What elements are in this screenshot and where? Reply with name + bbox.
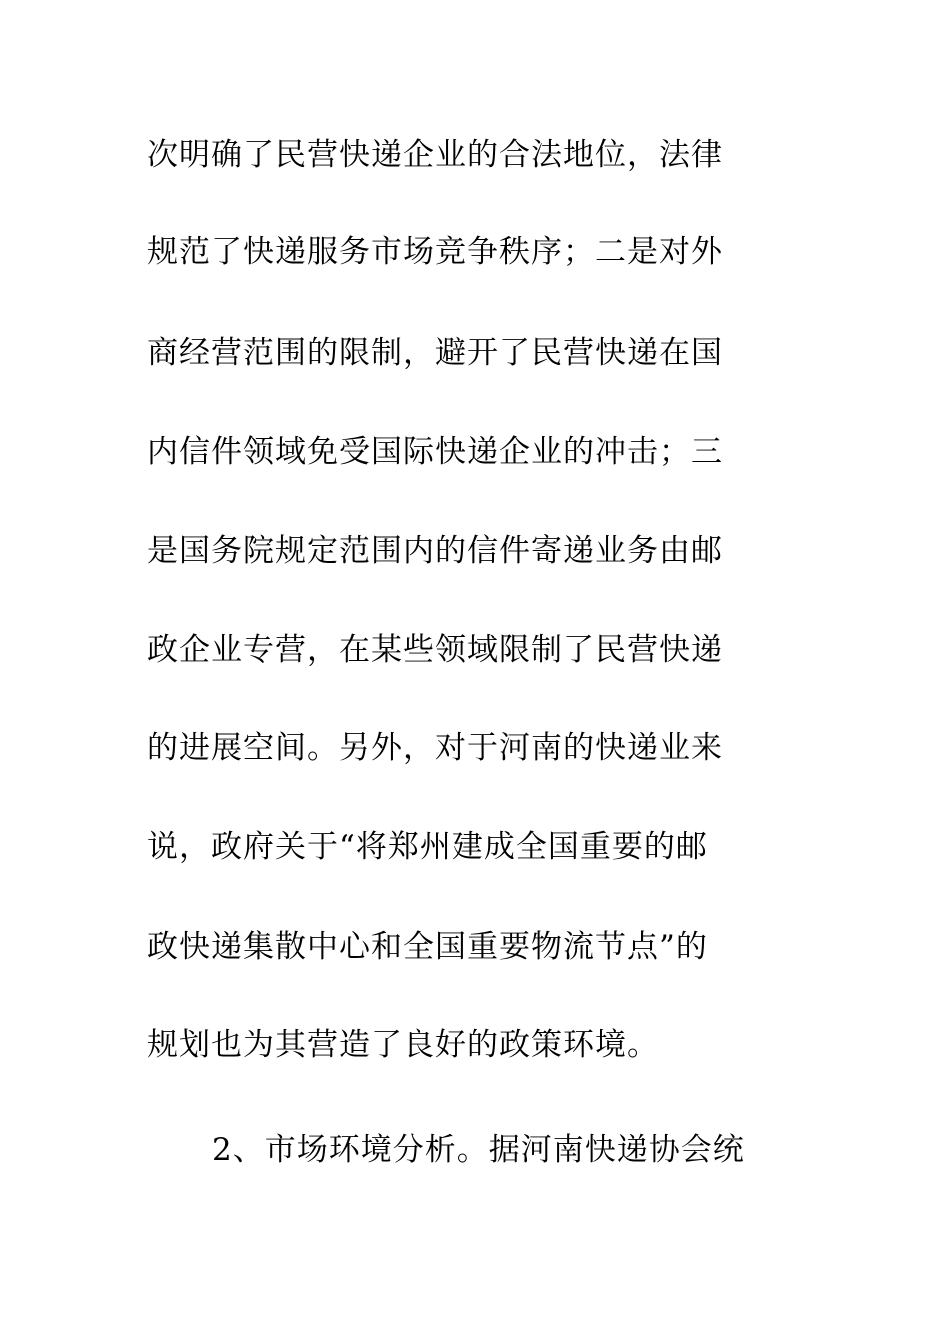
paragraph-line-6: 政企业专营，在某些领域限制了民营快递 [147, 632, 723, 668]
paragraph-line-2: 规范了快递服务市场竞争秩序；二是对外 [147, 234, 723, 270]
paragraph-line-5: 是国务院规定范围内的信件寄递业务由邮 [147, 533, 723, 569]
paragraph-line-1: 次明确了民营快递企业的合法地位，法律 [147, 137, 723, 173]
paragraph-line-4: 内信件领域免受国际快递企业的冲击；三 [147, 434, 723, 470]
paragraph-line-10: 规划也为其营造了良好的政策环境。 [147, 1027, 659, 1063]
paragraph-line-7: 的进展空间。另外，对于河南的快递业来 [147, 730, 723, 766]
paragraph-line-8: 说，政府关于“将郑州建成全国重要的邮 [147, 829, 708, 865]
paragraph-line-9: 政快递集散中心和全国重要物流节点”的 [147, 929, 708, 965]
section-heading-market-environment: 2、市场环境分析。据河南快递协会统 [212, 1132, 745, 1168]
paragraph-line-3: 商经营范围的限制，避开了民营快递在国 [147, 335, 723, 371]
